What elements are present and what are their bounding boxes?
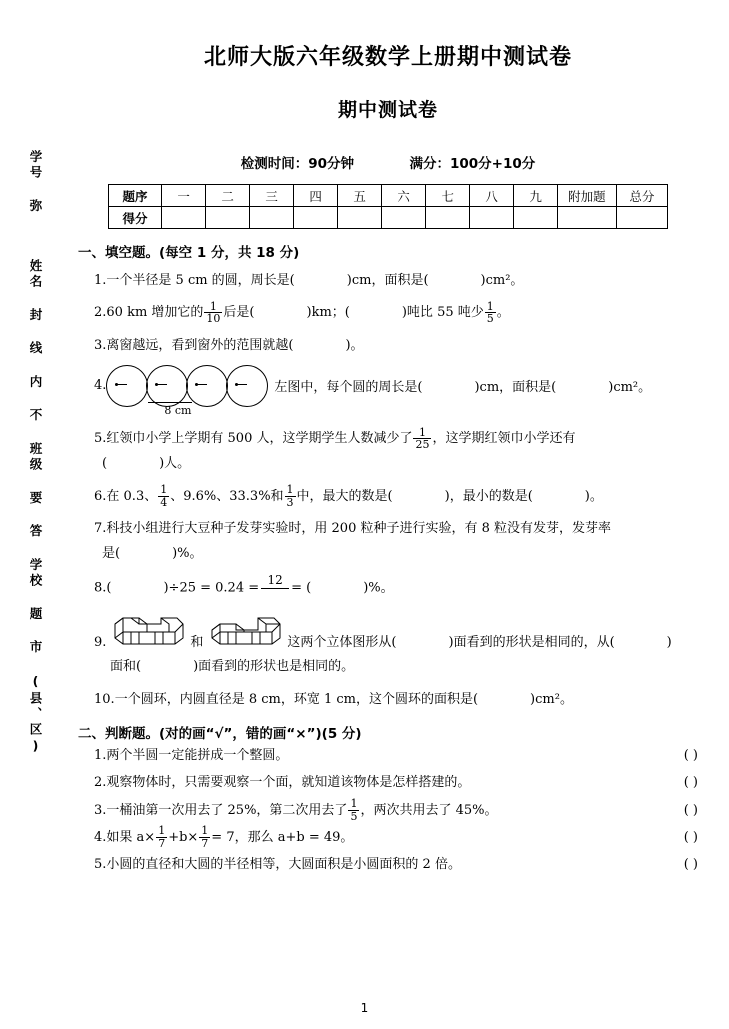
- question-text: 这两个立体图形从(: [287, 635, 397, 651]
- question-body: 两个半圆一定能拼成一个整圆。: [106, 748, 289, 764]
- question-number: 10.: [94, 691, 115, 707]
- score-table-row-label: 题序: [109, 185, 162, 207]
- side-margin-item: 弥: [28, 199, 43, 215]
- fraction: [204, 301, 222, 325]
- fraction-numerator: 1: [350, 797, 358, 811]
- question-text: 面和(: [110, 659, 142, 675]
- question-text: = (: [291, 580, 312, 596]
- fraction-denominator: 3: [286, 495, 294, 509]
- fraction-numerator: 1: [486, 299, 494, 313]
- fraction-denominator: 7: [201, 836, 209, 850]
- question-text: [94, 769, 638, 796]
- question-text: )cm²。: [530, 691, 573, 707]
- question-text: )cm，面积是(: [474, 379, 557, 395]
- question-body: 观察物体时，只需要观察一个面，就知道该物体是怎样搭建的。: [106, 775, 471, 791]
- question-text: )人。: [159, 456, 191, 472]
- side-margin-item: 学号: [28, 150, 43, 181]
- solid-figure-left: [109, 610, 187, 650]
- question-1-8: [94, 574, 698, 603]
- question-text: (: [106, 580, 112, 596]
- question-2-1: [94, 742, 698, 769]
- page-title: 北师大版六年级数学上册期中测试卷: [203, 45, 572, 70]
- fraction: [158, 484, 169, 508]
- score-cell[interactable]: [294, 207, 338, 229]
- question-number: 1.: [94, 273, 107, 288]
- question-1-4: [94, 362, 698, 418]
- question-body: 如果 a×: [106, 829, 156, 845]
- question-number: 2.: [94, 775, 107, 791]
- question-text: )，最小的数是(: [444, 488, 533, 504]
- question-text: 是(: [102, 546, 121, 562]
- score-table-header-cell: 总分: [616, 185, 667, 207]
- score-table-header-cell: 八: [470, 185, 514, 207]
- four-circles-figure: [106, 362, 274, 418]
- question-text: 离窗越远，看到窗外的范围就越(: [106, 337, 294, 353]
- exam-time-label: 检测时间：90分钟: [240, 156, 355, 172]
- section-heading-true-false: 二、判断题。(对的画“√”，错的画“×”)(5 分): [78, 726, 362, 743]
- question-2-2: [94, 769, 698, 796]
- question-text: )km；(: [306, 305, 350, 321]
- fraction-numerator: 1: [418, 425, 426, 439]
- score-cell[interactable]: [470, 207, 514, 229]
- question-text: ，这学期红领巾小学还有: [432, 431, 576, 447]
- question-text: )吨比 55 吨少: [401, 305, 484, 321]
- question-text: 一个半径是 5 cm 的圆，周长是(: [106, 273, 295, 288]
- table-row: [109, 207, 668, 229]
- score-table-header-cell: 一: [162, 185, 206, 207]
- fraction-numerator: 1: [201, 824, 209, 838]
- score-table-header-cell: 附加题: [558, 185, 617, 207]
- question-2-3: [94, 797, 698, 824]
- side-margin-item: 答: [28, 524, 43, 540]
- table-row: [109, 185, 668, 207]
- question-number: 7.: [94, 521, 107, 537]
- question-text: )%。: [363, 580, 394, 596]
- fraction: [485, 301, 496, 325]
- question-body-tail: = 7，那么 a+b = 49。: [211, 829, 354, 845]
- fraction-numerator: 1: [158, 824, 166, 838]
- answer-parenthesis[interactable]: ( ): [683, 857, 698, 873]
- question-number: 5.: [94, 431, 107, 447]
- side-margin-column: [18, 150, 52, 950]
- score-table-header-cell: 三: [250, 185, 294, 207]
- side-margin-item: 班级: [28, 441, 43, 473]
- fraction: [413, 427, 431, 451]
- question-1-3: [94, 333, 698, 358]
- question-number: 2.: [94, 305, 107, 321]
- fraction: [285, 484, 296, 508]
- question-text: 60 km 增加它的: [106, 305, 204, 321]
- question-text: )cm²。: [608, 379, 652, 395]
- question-number: 9.: [94, 635, 107, 651]
- question-text: [94, 824, 638, 851]
- fraction-numerator: 12: [267, 572, 283, 587]
- fraction-denominator: 4: [160, 495, 168, 509]
- question-2-5: [94, 851, 698, 878]
- score-cell[interactable]: [426, 207, 470, 229]
- question-text: 。: [496, 305, 510, 321]
- question-1-9-line2: [110, 654, 698, 679]
- question-text: [94, 742, 638, 769]
- side-margin-item: 线: [28, 341, 43, 357]
- fraction-denominator[interactable]: [261, 588, 289, 603]
- question-1-2: [94, 300, 698, 325]
- question-text: 后是(: [223, 305, 255, 321]
- question-1-1: [94, 268, 698, 293]
- score-table-header-cell: 六: [382, 185, 426, 207]
- question-1-7: [94, 516, 698, 567]
- side-margin-item: 要: [28, 490, 43, 506]
- question-number: 8.: [94, 580, 107, 596]
- side-margin-item: 内: [28, 374, 43, 390]
- fraction-denominator: 7: [158, 836, 166, 850]
- question-text: [94, 797, 638, 824]
- section-heading-fill-blanks: 一、填空题。(每空 1 分，共 18 分): [78, 245, 300, 261]
- score-cell[interactable]: [250, 207, 294, 229]
- question-number: 3.: [94, 802, 107, 818]
- score-cell[interactable]: [514, 207, 558, 229]
- side-margin-item: 题: [28, 606, 43, 622]
- question-text: )%。: [172, 546, 203, 562]
- answer-parenthesis[interactable]: ( ): [683, 775, 698, 791]
- question-1-10: [94, 687, 698, 712]
- score-cell[interactable]: [206, 207, 250, 229]
- score-cell[interactable]: [616, 207, 667, 229]
- question-body: 小圆的直径和大圆的半径相等，大圆面积是小圆面积的 2 倍。: [106, 857, 461, 873]
- side-margin-item: 不: [28, 408, 43, 424]
- answer-parenthesis[interactable]: ( ): [683, 829, 698, 845]
- fraction-numerator: 1: [160, 483, 168, 497]
- question-text: )面看到的形状也是相同的。: [193, 659, 355, 675]
- side-margin-item: 学校: [28, 557, 43, 589]
- question-1-5: [94, 426, 698, 477]
- question-number: 6.: [94, 488, 107, 504]
- fraction: [348, 798, 359, 822]
- fraction: [199, 825, 210, 849]
- score-table-header-cell: 四: [294, 185, 338, 207]
- fraction: [156, 825, 167, 849]
- page-subtitle: 期中测试卷: [337, 99, 438, 121]
- question-number: 4.: [94, 829, 107, 845]
- score-cell[interactable]: [382, 207, 426, 229]
- question-body: 一桶油第一次用去了 25%，第二次用去了: [106, 802, 348, 818]
- question-number: 5.: [94, 857, 107, 873]
- fraction: [261, 574, 289, 603]
- question-body-mid: +b×: [168, 829, 199, 845]
- question-text: )。: [345, 337, 364, 353]
- question-2-4: [94, 824, 698, 851]
- score-table: [108, 184, 668, 229]
- solid-figure-right: [206, 610, 284, 650]
- answer-parenthesis[interactable]: ( ): [683, 748, 698, 764]
- side-margin-item: 封: [28, 307, 43, 323]
- fraction-denominator: 25: [415, 438, 430, 452]
- question-text: 中，最大的数是(: [296, 488, 393, 504]
- question-body-tail: ，两次共用去了 45%。: [360, 802, 498, 818]
- paper-content: [78, 0, 698, 879]
- question-text: )cm²。: [480, 273, 524, 288]
- fraction-denominator: 5: [486, 312, 494, 326]
- score-cell[interactable]: [558, 207, 617, 229]
- question-number: 3.: [94, 337, 107, 353]
- question-1-9: [94, 610, 698, 650]
- question-text: )cm，面积是(: [346, 273, 429, 288]
- question-text: 左图中，每个圆的周长是(: [274, 379, 423, 395]
- question-text: 、9.6%、33.3%和: [170, 488, 284, 504]
- fraction-denominator: 5: [350, 809, 358, 823]
- question-text: 和: [190, 635, 204, 651]
- score-table-row-label: 得分: [109, 207, 162, 229]
- question-text: 科技小组进行大豆种子发芽实验时，用 200 粒种子进行实验，有 8 粒没有发芽，发芽率: [106, 521, 612, 537]
- question-text: 红领巾小学上学期有 500 人，这学期学生人数减少了: [106, 431, 413, 447]
- score-table-header-cell: 九: [514, 185, 558, 207]
- question-text: [94, 851, 638, 878]
- answer-parenthesis[interactable]: ( ): [683, 802, 698, 818]
- score-table-header-cell: 七: [426, 185, 470, 207]
- question-1-6: [94, 484, 698, 509]
- exam-meta: [78, 152, 698, 172]
- score-cell[interactable]: [338, 207, 382, 229]
- question-text: )÷25 = 0.24 =: [163, 580, 260, 596]
- side-margin-item: 姓名: [28, 258, 43, 290]
- question-number: 1.: [94, 748, 107, 764]
- question-number: 4.: [94, 377, 107, 393]
- fraction-numerator: 1: [209, 299, 217, 313]
- question-text: (: [102, 456, 108, 472]
- fraction-denominator: 10: [206, 312, 221, 326]
- score-table-header-cell: 二: [206, 185, 250, 207]
- fraction-numerator: 1: [286, 483, 294, 497]
- question-text: 一个圆环，内圆直径是 8 cm，环宽 1 cm，这个圆环的面积是(: [114, 691, 479, 707]
- question-text: ): [666, 635, 672, 651]
- side-margin-item: 市 (县、区): [28, 640, 43, 756]
- page-number: 1: [360, 1001, 369, 1015]
- question-text: )面看到的形状是相同的，从(: [448, 635, 615, 651]
- score-cell[interactable]: [162, 207, 206, 229]
- figure-caption: 8 cm: [164, 404, 192, 418]
- question-text: 在 0.3、: [106, 488, 158, 504]
- question-text: )。: [584, 488, 603, 504]
- exam-score-label: 满分：100分+10分: [409, 156, 536, 172]
- score-table-header-cell: 五: [338, 185, 382, 207]
